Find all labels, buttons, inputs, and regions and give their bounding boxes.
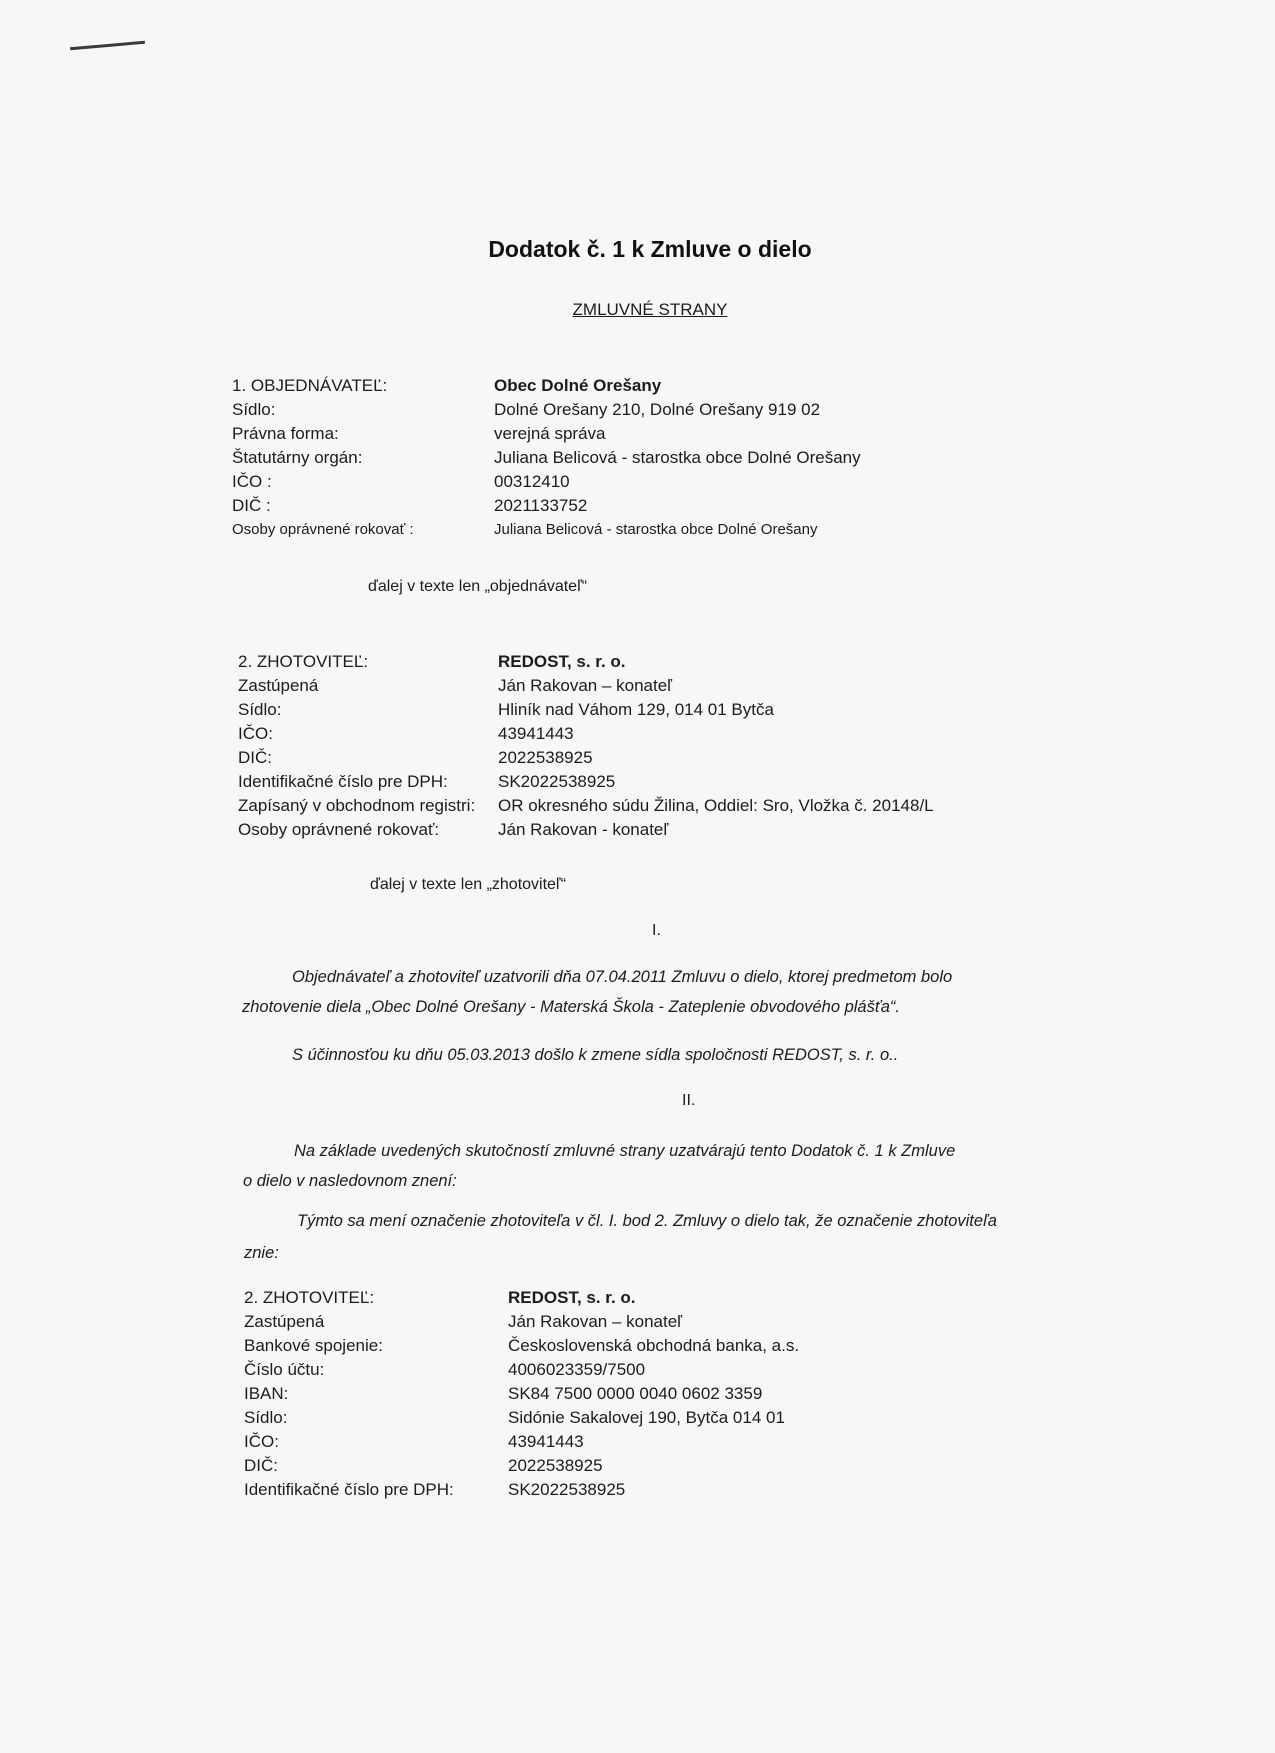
ordering-party-row	[232, 398, 861, 422]
contractor-row	[238, 650, 934, 674]
field-value: 4006023359/7500	[508, 1360, 646, 1379]
field-value: SK2022538925	[508, 1480, 626, 1499]
field-label: DIČ:	[244, 1456, 278, 1475]
contractor-row	[238, 770, 934, 794]
field-label: IČO :	[232, 472, 272, 491]
contractor-new-row	[244, 1478, 799, 1502]
contractor-row	[238, 674, 934, 698]
field-value: 43941443	[498, 724, 574, 743]
field-label: IBAN:	[244, 1384, 289, 1403]
section2-paragraph-line: znie:	[244, 1244, 279, 1262]
section1-paragraph-line: Objednávateľ a zhotoviteľ uzatvorili dňa 07.04.2011 Zmluvu o dielo, ktorej predmetom bolo	[292, 968, 953, 986]
field-value: OR okresného súdu Žilina, Oddiel: Sro, Vložka č. 20148/L	[498, 796, 934, 815]
field-label: IČO:	[238, 724, 273, 743]
parties-heading: ZMLUVNÉ STRANY	[572, 300, 728, 319]
field-label: Zapísaný v obchodnom registri:	[238, 796, 476, 815]
section2-paragraph-line: o dielo v nasledovnom znení:	[243, 1172, 457, 1190]
field-label: Štatutárny orgán:	[232, 448, 363, 467]
field-label: Identifikačné číslo pre DPH:	[238, 772, 448, 791]
field-value: Československá obchodná banka, a.s.	[508, 1336, 800, 1355]
field-value: 2021133752	[494, 496, 588, 515]
ordering-party-row	[232, 494, 861, 518]
contractor-row	[238, 794, 934, 818]
contractor-block	[238, 650, 934, 842]
field-label: Zastúpená	[244, 1312, 325, 1331]
field-label: Právna forma:	[232, 424, 339, 443]
section-numeral-2: II.	[682, 1092, 696, 1109]
field-label: Osoby oprávnené rokovať :	[232, 521, 414, 538]
contractor-new-block	[244, 1286, 799, 1502]
field-label: Číslo účtu:	[244, 1360, 325, 1379]
field-label: Sídlo:	[244, 1408, 288, 1427]
contractor-row	[238, 722, 934, 746]
contractor-new-row	[244, 1334, 799, 1358]
contractor-row	[238, 818, 934, 842]
field-label: Zastúpená	[238, 676, 319, 695]
field-value: Hliník nad Váhom 129, 014 01 Bytča	[498, 700, 774, 719]
contractor-new-row	[244, 1382, 799, 1406]
scan-pen-mark	[70, 41, 145, 51]
field-value: Ján Rakovan - konateľ	[498, 820, 669, 839]
field-value: verejná správa	[494, 424, 606, 443]
section1-paragraph-2: S účinnosťou ku dňu 05.03.2013 došlo k zmene sídla spoločnosti REDOST, s. r. o..	[292, 1046, 899, 1064]
contractor-new-row	[244, 1430, 799, 1454]
ordering-party-block	[232, 374, 861, 542]
field-label: 1. OBJEDNÁVATEĽ:	[232, 376, 388, 395]
document-title: Dodatok č. 1 k Zmluve o dielo	[488, 236, 812, 262]
ordering-party-row	[232, 374, 861, 398]
contractor-new-row	[244, 1406, 799, 1430]
ordering-party-note: ďalej v texte len „objednávateľ“	[368, 578, 588, 595]
field-label: Sídlo:	[238, 700, 282, 719]
field-value: Sidónie Sakalovej 190, Bytča 014 01	[508, 1408, 785, 1427]
field-value: 43941443	[508, 1432, 584, 1451]
field-value: Ján Rakovan – konateľ	[498, 676, 673, 695]
field-label: Sídlo:	[232, 400, 276, 419]
field-label: IČO:	[244, 1432, 279, 1451]
field-label: Bankové spojenie:	[244, 1336, 383, 1355]
field-value: REDOST, s. r. o.	[508, 1288, 636, 1307]
field-value: 2022538925	[508, 1456, 603, 1475]
ordering-party-row	[232, 518, 861, 542]
field-label: Osoby oprávnené rokovať:	[238, 820, 440, 839]
section2-paragraph-line: Týmto sa mení označenie zhotoviteľa v čl. I. bod 2. Zmluvy o dielo tak, že označenie zhotoviteľa	[297, 1212, 997, 1230]
contractor-new-row	[244, 1358, 799, 1382]
contractor-note: ďalej v texte len „zhotoviteľ“	[370, 876, 566, 893]
field-value: SK2022538925	[498, 772, 616, 791]
ordering-party-row	[232, 422, 861, 446]
field-label: 2. ZHOTOVITEĽ:	[238, 652, 369, 671]
field-value: REDOST, s. r. o.	[498, 652, 626, 671]
field-value: Obec Dolné Orešany	[494, 376, 662, 395]
field-label: 2. ZHOTOVITEĽ:	[244, 1288, 375, 1307]
field-value: Ján Rakovan – konateľ	[508, 1312, 683, 1331]
field-value: Juliana Belicová - starostka obce Dolné Orešany	[494, 448, 861, 467]
contractor-row	[238, 746, 934, 770]
section-numeral-1: I.	[652, 922, 661, 939]
field-value: Dolné Orešany 210, Dolné Orešany 919 02	[494, 400, 821, 419]
contractor-new-row	[244, 1310, 799, 1334]
section1-paragraph-line: zhotovenie diela „Obec Dolné Orešany - Materská Škola - Zateplenie obvodového plášťa“.	[242, 998, 900, 1016]
field-value: SK84 7500 0000 0040 0602 3359	[508, 1384, 763, 1403]
contractor-row	[238, 698, 934, 722]
field-label: Identifikačné číslo pre DPH:	[244, 1480, 454, 1499]
ordering-party-row	[232, 446, 861, 470]
ordering-party-row	[232, 470, 861, 494]
field-value: 00312410	[494, 472, 570, 491]
field-label: DIČ :	[232, 496, 271, 515]
contractor-new-row	[244, 1454, 799, 1478]
contractor-new-row	[244, 1286, 799, 1310]
field-value: Juliana Belicová - starostka obce Dolné Orešany	[494, 521, 818, 538]
field-label: DIČ:	[238, 748, 272, 767]
field-value: 2022538925	[498, 748, 593, 767]
section2-paragraph-line: Na základe uvedených skutočností zmluvné strany uzatvárajú tento Dodatok č. 1 k Zmluve	[294, 1142, 956, 1160]
